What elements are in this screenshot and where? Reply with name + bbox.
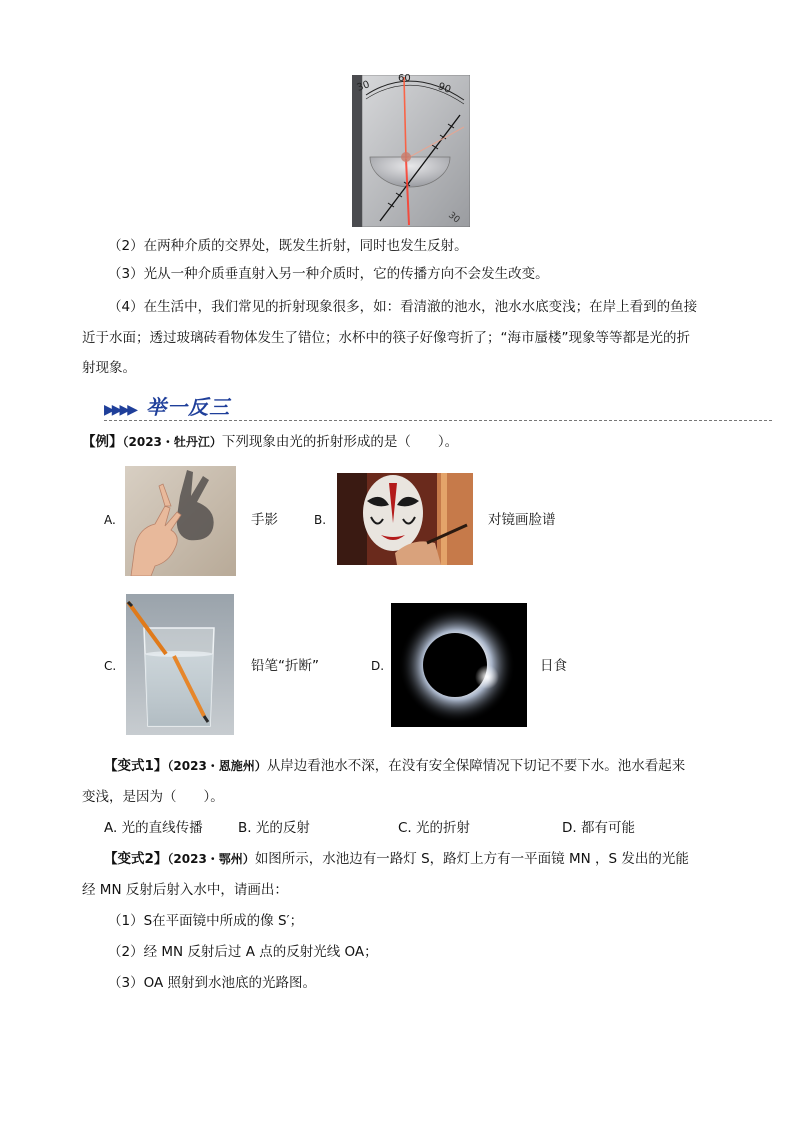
section-divider <box>104 420 772 421</box>
option-a-caption: 手影 <box>251 512 278 528</box>
variant1-option-c: C. 光的折射 <box>398 820 471 836</box>
pencil-glass-photo <box>126 594 234 735</box>
example-question <box>82 432 458 452</box>
variant1-line1 <box>104 756 685 776</box>
section-arrows: ▶▶▶▶ <box>104 402 136 418</box>
solar-eclipse-photo <box>391 603 527 727</box>
variant2-item-3: （3）OA 照射到水池底的光路图。 <box>108 975 317 991</box>
option-d-caption: 日食 <box>540 658 567 674</box>
variant1-line2: 变浅，是因为（ ）。 <box>82 789 224 805</box>
protractor-tick-60: 60 <box>398 73 411 84</box>
point-2: （2）在两种介质的交界处，既发生折射，同时也发生反射。 <box>108 238 468 254</box>
section-title: 举一反三 <box>146 395 231 419</box>
example-tag: 【例】 <box>82 434 123 450</box>
variant1-stem-1: 从岸边看池水不深，在没有安全保障情况下切记不要下水。池水看起来 <box>266 758 686 774</box>
variant2-item-1: （1）S在平面镜中所成的像 S′； <box>108 913 304 929</box>
variant1-source: （2023・恩施州） <box>167 759 267 773</box>
face-mask-photo <box>337 473 473 565</box>
option-b-letter: B. <box>314 513 327 527</box>
protractor-tick-30: 30 <box>355 79 372 94</box>
protractor-tick-bottom: 30 <box>446 210 462 226</box>
option-a-letter: A. <box>104 513 116 527</box>
variant2-line2: 经 MN 反射后射入水中，请画出： <box>82 882 288 898</box>
variant1-option-d: D. 都有可能 <box>562 820 635 836</box>
variant1-option-a: A. 光的直线传播 <box>104 820 203 836</box>
hand-shadow-photo <box>125 466 236 576</box>
section-header <box>104 391 230 417</box>
protractor-tick-90: 90 <box>436 81 453 96</box>
variant1-tag: 【变式1】 <box>104 758 168 774</box>
option-c-letter: C. <box>104 659 117 673</box>
variant1-option-b: B. 光的反射 <box>238 820 310 836</box>
point-4-line3: 射现象。 <box>82 360 136 376</box>
variant2-source: （2023・鄂州） <box>167 852 255 866</box>
variant2-stem-1: 如图所示，水池边有一路灯 S，路灯上方有一平面镜 MN ，S 发出的光能 <box>254 851 689 867</box>
variant2-tag: 【变式2】 <box>104 851 168 867</box>
example-source: （2023・牡丹江） <box>122 435 222 449</box>
variant2-line1 <box>104 849 689 869</box>
option-c-caption: 铅笔“折断” <box>251 658 319 674</box>
point-3: （3）光从一种介质垂直射入另一种介质时，它的传播方向不会发生改变。 <box>108 266 549 282</box>
example-stem: 下列现象由光的折射形成的是（ ）。 <box>221 434 459 450</box>
option-b-caption: 对镜画脸谱 <box>488 512 556 528</box>
point-4-line1: （4）在生活中，我们常见的折射现象很多，如：看清澈的池水，池水水底变浅；在岸上看到的鱼接 <box>108 299 698 315</box>
point-4-line2: 近于水面；透过玻璃砖看物体发生了错位；水杯中的筷子好像弯折了；“海市蜃楼”现象等等都是光的折 <box>82 330 690 346</box>
option-d-letter: D. <box>371 659 385 673</box>
refraction-photo <box>352 75 470 227</box>
variant2-item-2: （2）经 MN 反射后过 A 点的反射光线 OA； <box>108 944 378 960</box>
